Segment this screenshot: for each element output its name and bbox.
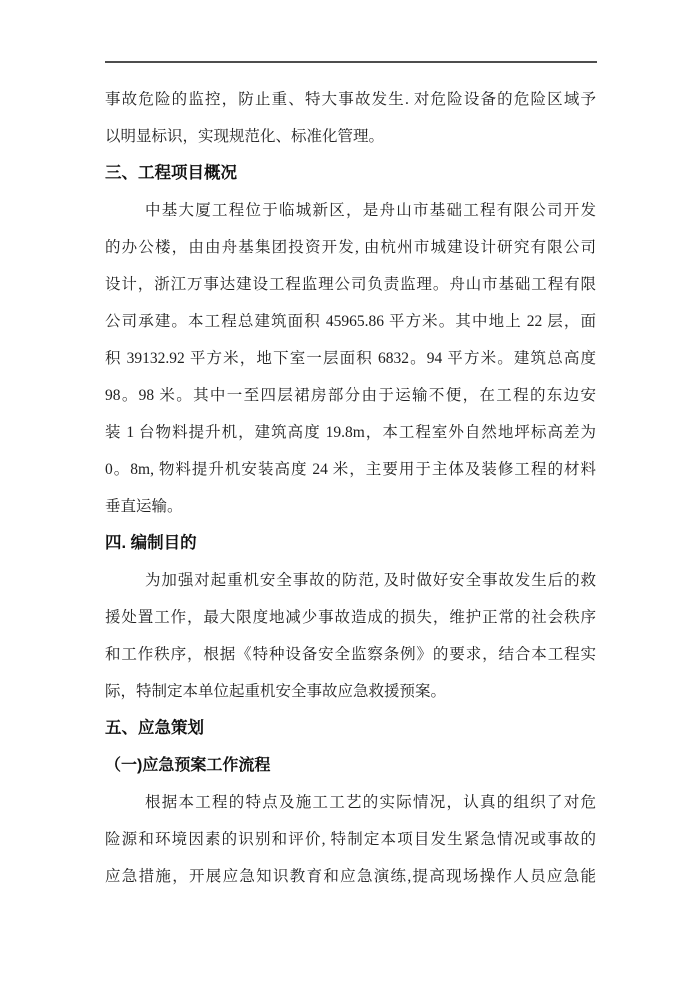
paragraph-line: 为加强对起重机安全事故的防范, 及时做好安全事故发生后的救 [145, 572, 596, 589]
paragraph-line: 援处置工作，最大限度地减少事故造成的损失，维护正常的社会秩序 [105, 609, 596, 626]
paragraph-line: 和工作秩序，根据《特种设备安全监察条例》的要求，结合本工程实 [105, 646, 596, 663]
paragraph-line: 的办公楼，由由舟基集团投资开发, 由杭州市城建设计研究有限公司 [105, 239, 596, 256]
paragraph-line: 应急措施，开展应急知识教育和应急演练,提高现场操作人员应急能 [105, 868, 596, 885]
paragraph-line: 中基大厦工程位于临城新区，是舟山市基础工程有限公司开发 [145, 202, 596, 219]
paragraph-line: 积 39132.92 平方米，地下室一层面积 6832。94 平方米。建筑总高度 [105, 350, 596, 367]
paragraph-line: 0。8m, 物料提升机安装高度 24 米，主要用于主体及装修工程的材料 [105, 461, 596, 478]
paragraph-line: 装 1 台物料提升机，建筑高度 19.8m，本工程室外自然地坪标高差为 [105, 424, 596, 441]
header-separator-line [105, 61, 597, 63]
document-content [105, 81, 596, 895]
paragraph-line: 事故危险的监控，防止重、特大事故发生. 对危险设备的危险区域予 [105, 91, 596, 108]
paragraph-line: 垂直运输。 [105, 498, 183, 515]
paragraph-line: 险源和环境因素的识别和评价, 特制定本项目发生紧急情况或事故的 [105, 831, 596, 848]
paragraph-line: 根据本工程的特点及施工工艺的实际情况，认真的组织了对危 [145, 794, 596, 811]
section-heading: 三、工程项目概况 [105, 164, 237, 182]
paragraph-line: 以明显标识，实现规范化、标准化管理。 [105, 128, 385, 145]
section-subheading: （一)应急预案工作流程 [105, 757, 271, 774]
paragraph-line: 设计，浙江万事达建设工程监理公司负责监理。舟山市基础工程有限 [105, 276, 596, 293]
paragraph-line: 公司承建。本工程总建筑面积 45965.86 平方米。其中地上 22 层，面 [105, 313, 596, 330]
section-heading: 四. 编制目的 [105, 534, 197, 552]
paragraph-line: 际，特制定本单位起重机安全事故应急救援预案。 [105, 683, 447, 700]
paragraph-line: 98。98 米。其中一至四层裙房部分由于运输不便，在工程的东边安 [105, 387, 596, 404]
section-heading: 五、应急策划 [105, 719, 204, 737]
